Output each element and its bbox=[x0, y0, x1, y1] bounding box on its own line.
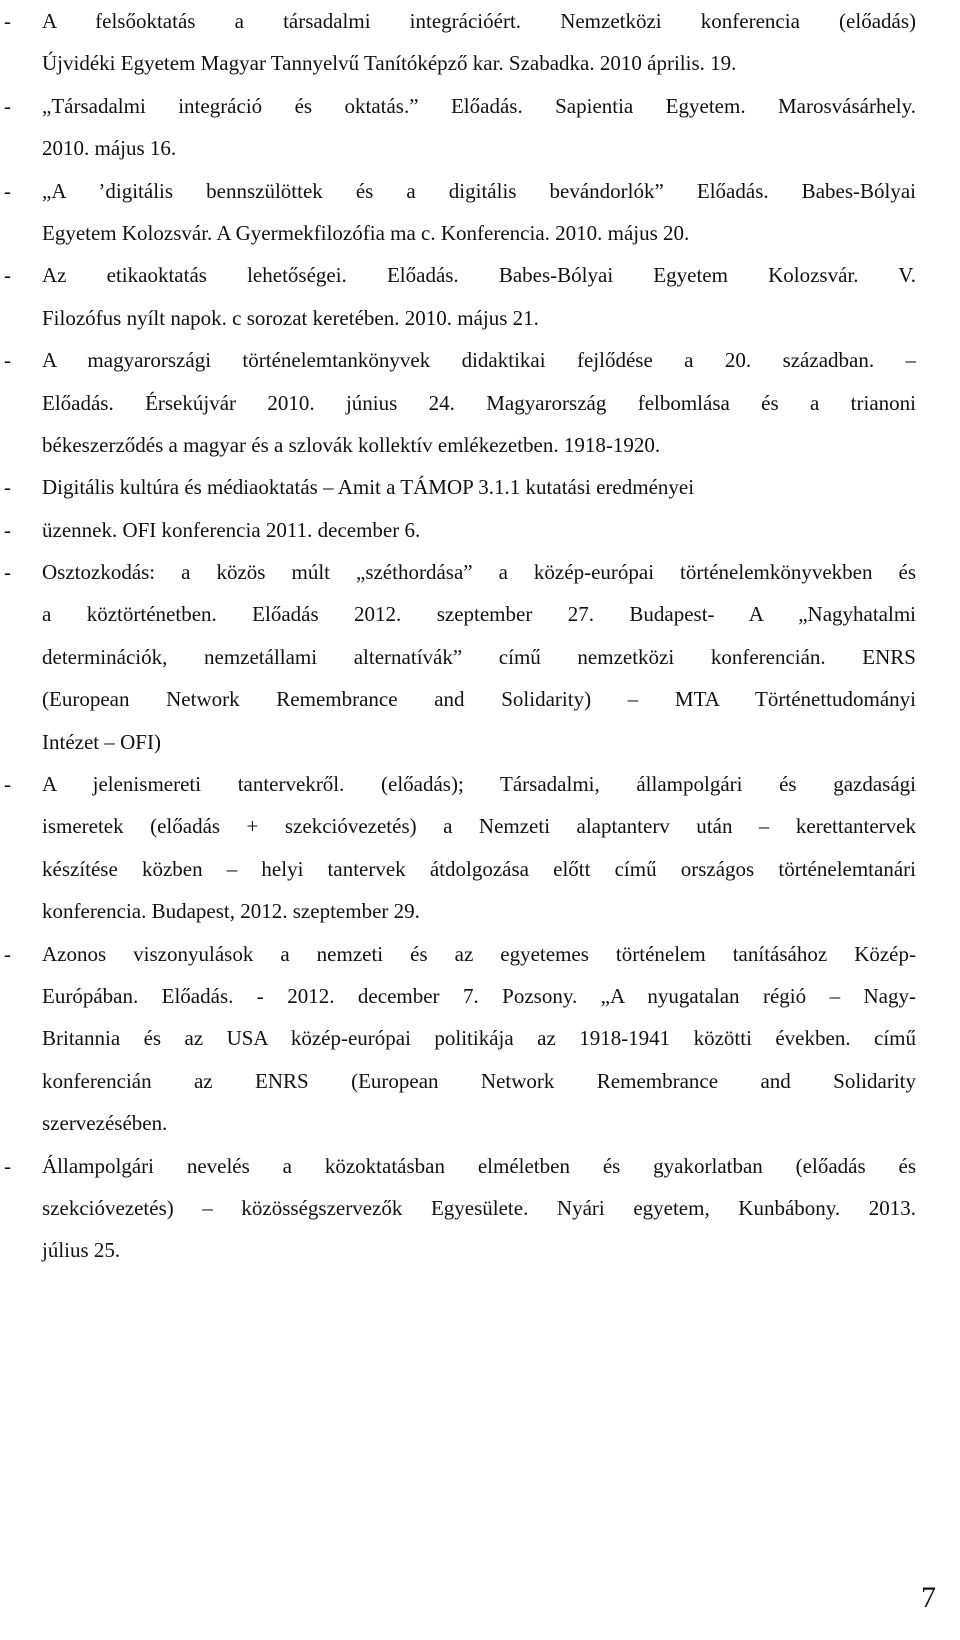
list-item bbox=[0, 466, 960, 508]
list-bullet: - bbox=[4, 475, 11, 500]
list-item-text bbox=[42, 551, 916, 763]
text-line: Filozófus nyílt napok. c sorozat keretében. 2010. május 21. bbox=[42, 305, 539, 330]
text-line: szervezésében. bbox=[42, 1111, 168, 1136]
page-number: 7 bbox=[921, 1581, 936, 1614]
list-item-text bbox=[42, 254, 916, 339]
text-line: Egyetem Kolozsvár. A Gyermekfilozófia ma c. Konferencia. 2010. május 20. bbox=[42, 220, 690, 245]
list-item-text bbox=[42, 170, 916, 255]
list-item-text bbox=[42, 763, 916, 933]
text-line: Állampolgári nevelés a közoktatásban elméletben és gyakorlatban (előadás és bbox=[42, 1153, 916, 1178]
text-line: a köztörténetben. Előadás 2012. szeptember 27. Budapest- A „Nagyhatalmi bbox=[42, 602, 916, 627]
list-item bbox=[0, 551, 960, 763]
text-line: Britannia és az USA közép-európai politikája az 1918-1941 közötti években. című bbox=[42, 1026, 916, 1051]
list-item bbox=[0, 933, 960, 1145]
text-line: A jelenismereti tantervekről. (előadás); Társadalmi, állampolgári és gazdasági bbox=[42, 772, 916, 797]
list-bullet: - bbox=[4, 772, 11, 797]
list-bullet: - bbox=[4, 517, 11, 542]
text-line: békeszerződés a magyar és a szlovák kollektív emlékezetben. 1918-1920. bbox=[42, 432, 661, 457]
text-line: Az etikaoktatás lehetőségei. Előadás. Babes-Bólyai Egyetem Kolozsvár. V. bbox=[42, 263, 916, 288]
text-line: Újvidéki Egyetem Magyar Tannyelvű Tanítóképző kar. Szabadka. 2010 április. 19. bbox=[42, 51, 737, 76]
text-line: konferencián az ENRS (European Network Remembrance and Solidarity bbox=[42, 1068, 916, 1093]
list-bullet: - bbox=[4, 178, 11, 203]
text-line: „Társadalmi integráció és oktatás.” Előadás. Sapientia Egyetem. Marosvásárhely. bbox=[42, 93, 916, 118]
list-bullet: - bbox=[4, 93, 11, 118]
text-line: július 25. bbox=[42, 1238, 121, 1263]
list-item bbox=[0, 170, 960, 255]
list-item-text bbox=[42, 85, 916, 170]
list-item-text bbox=[42, 466, 916, 508]
list-item-text bbox=[42, 0, 916, 85]
list-item-text bbox=[42, 1145, 916, 1272]
text-line: szekcióvezetés) – közösségszervezők Egyesülete. Nyári egyetem, Kunbábony. 2013. bbox=[42, 1195, 916, 1220]
text-line: ismeretek (előadás + szekcióvezetés) a Nemzeti alaptanterv után – kerettantervek bbox=[42, 814, 916, 839]
text-line: üzennek. OFI konferencia 2011. december 6. bbox=[42, 517, 421, 542]
text-line: Digitális kultúra és médiaoktatás – Amit a TÁMOP 3.1.1 kutatási eredményei bbox=[42, 475, 695, 500]
list-bullet: - bbox=[4, 9, 11, 33]
list-item-text bbox=[42, 509, 916, 551]
list-item bbox=[0, 254, 960, 339]
text-line: Azonos viszonyulások a nemzeti és az egyetemes történelem tanításához Közép- bbox=[42, 941, 916, 966]
list-item-text bbox=[42, 933, 916, 1145]
list-bullet: - bbox=[4, 1153, 11, 1178]
list-bullet: - bbox=[4, 560, 11, 585]
text-line: Intézet – OFI) bbox=[42, 729, 161, 754]
text-line: konferencia. Budapest, 2012. szeptember 29. bbox=[42, 899, 420, 924]
text-line: Európában. Előadás. - 2012. december 7. Pozsony. „A nyugatalan régió – Nagy- bbox=[42, 983, 916, 1008]
text-line: 2010. május 16. bbox=[42, 136, 177, 161]
list-item bbox=[0, 85, 960, 170]
list-bullet: - bbox=[4, 348, 11, 373]
list-item-text bbox=[42, 339, 916, 466]
list-bullet: - bbox=[4, 263, 11, 288]
list-bullet: - bbox=[4, 941, 11, 966]
text-line: Előadás. Érsekújvár 2010. június 24. Magyarország felbomlása és a trianoni bbox=[42, 390, 916, 415]
text-line: Osztozkodás: a közös múlt „széthordása” a közép-európai történelemkönyvekben és bbox=[42, 560, 916, 585]
text-line: determinációk, nemzetállami alternatívák” című nemzetközi konferencián. ENRS bbox=[42, 644, 916, 669]
list-item bbox=[0, 339, 960, 466]
list-item bbox=[0, 509, 960, 551]
text-line: A felsőoktatás a társadalmi integrációért. Nemzetközi konferencia (előadás) bbox=[42, 9, 916, 33]
text-line: „A ’digitális bennszülöttek és a digitális bevándorlók” Előadás. Babes-Bólyai bbox=[42, 178, 916, 203]
list-item bbox=[0, 763, 960, 933]
text-line: készítése közben – helyi tantervek átdolgozása előtt című országos történelemtanári bbox=[42, 856, 916, 881]
list-item bbox=[0, 1145, 960, 1272]
text-line: (European Network Remembrance and Solidarity) – MTA Történettudományi bbox=[42, 687, 916, 712]
list-item bbox=[0, 0, 960, 85]
text-line: A magyarországi történelemtankönyvek didaktikai fejlődése a 20. században. – bbox=[42, 348, 916, 373]
